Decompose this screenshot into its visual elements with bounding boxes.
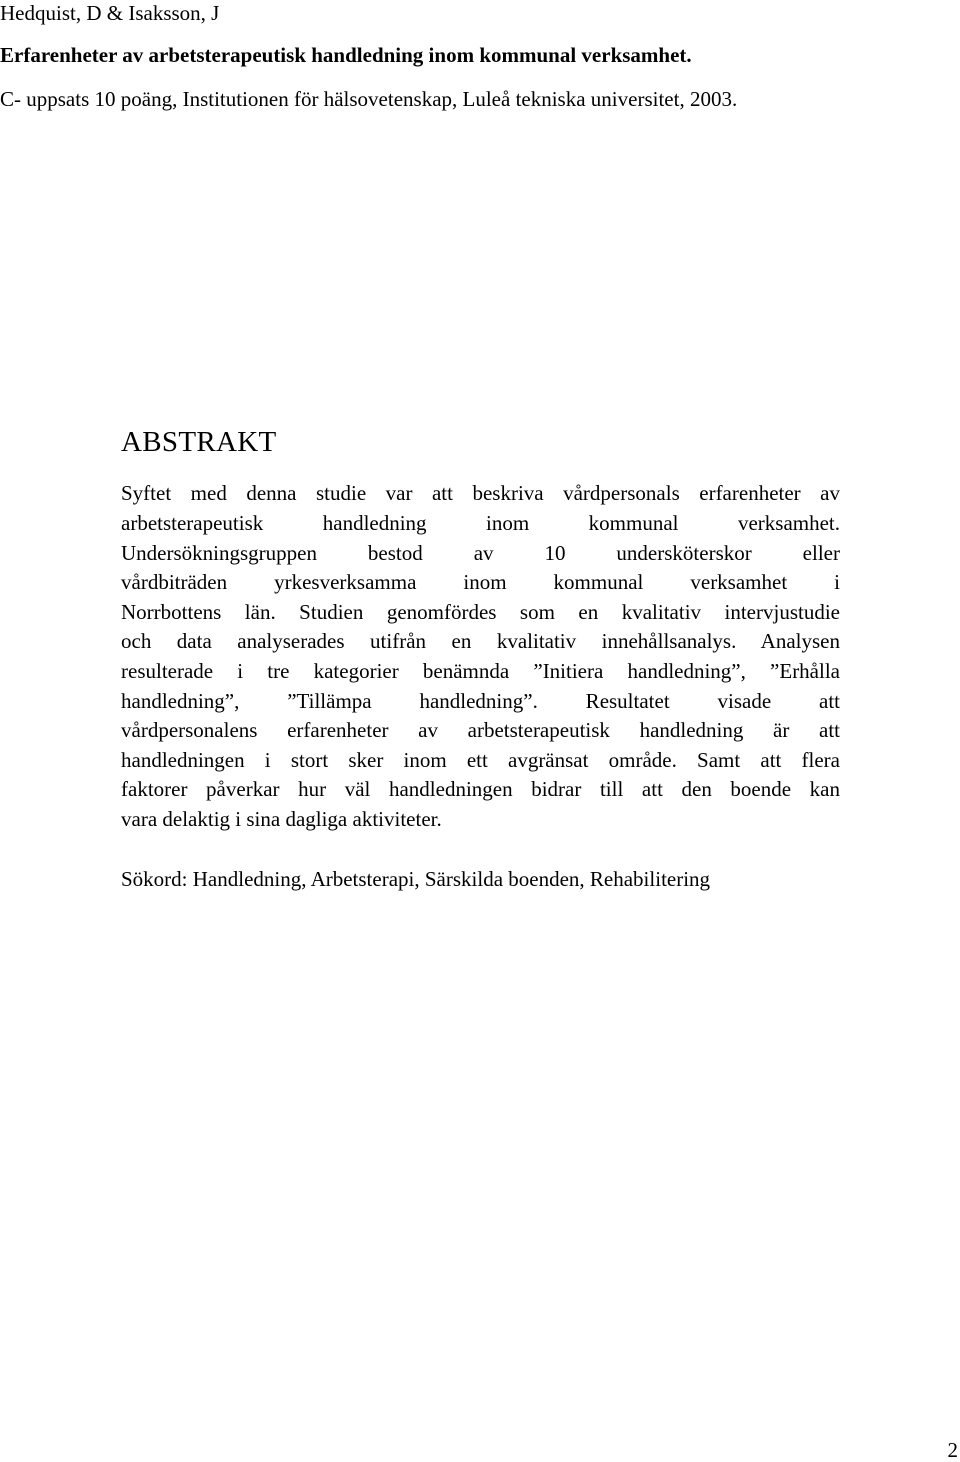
abstract-line: vårdpersonalens erfarenheter av arbetsterapeutisk handledning är att	[121, 718, 840, 742]
citation: C- uppsats 10 poäng, Institutionen för hälsovetenskap, Luleå tekniska universitet, 2003.	[0, 87, 738, 111]
thesis-title: Erfarenheter av arbetsterapeutisk handledning inom kommunal verksamhet.	[0, 43, 692, 67]
abstract-line: vårdbiträden yrkesverksamma inom kommunal verksamhet i	[121, 570, 840, 594]
authors: Hedquist, D & Isaksson, J	[0, 1, 220, 25]
abstract-line: faktorer påverkar hur väl handledningen bidrar till att den boende kan	[121, 777, 840, 801]
abstract-line: handledning”, ”Tillämpa handledning”. Resultatet visade att	[121, 689, 840, 713]
abstract-line: Norrbottens län. Studien genomfördes som en kvalitativ intervjustudie	[121, 600, 840, 624]
abstract-line: arbetsterapeutisk handledning inom kommunal verksamhet.	[121, 511, 840, 535]
keywords: Sökord: Handledning, Arbetsterapi, Särskilda boenden, Rehabilitering	[121, 867, 711, 891]
abstract-heading: ABSTRAKT	[121, 426, 277, 458]
page-number: 2	[947, 1438, 958, 1462]
abstract-line: och data analyserades utifrån en kvalitativ innehållsanalys. Analysen	[121, 629, 840, 653]
abstract-line: resulterade i tre kategorier benämnda ”Initiera handledning”, ”Erhålla	[121, 659, 840, 683]
abstract-line: Undersökningsgruppen bestod av 10 undersköterskor eller	[121, 541, 840, 565]
abstract-line: vara delaktig i sina dagliga aktiviteter.	[121, 807, 442, 831]
abstract-line: handledningen i stort sker inom ett avgränsat område. Samt att flera	[121, 748, 840, 772]
abstract-line: Syftet med denna studie var att beskriva vårdpersonals erfarenheter av	[121, 481, 840, 505]
